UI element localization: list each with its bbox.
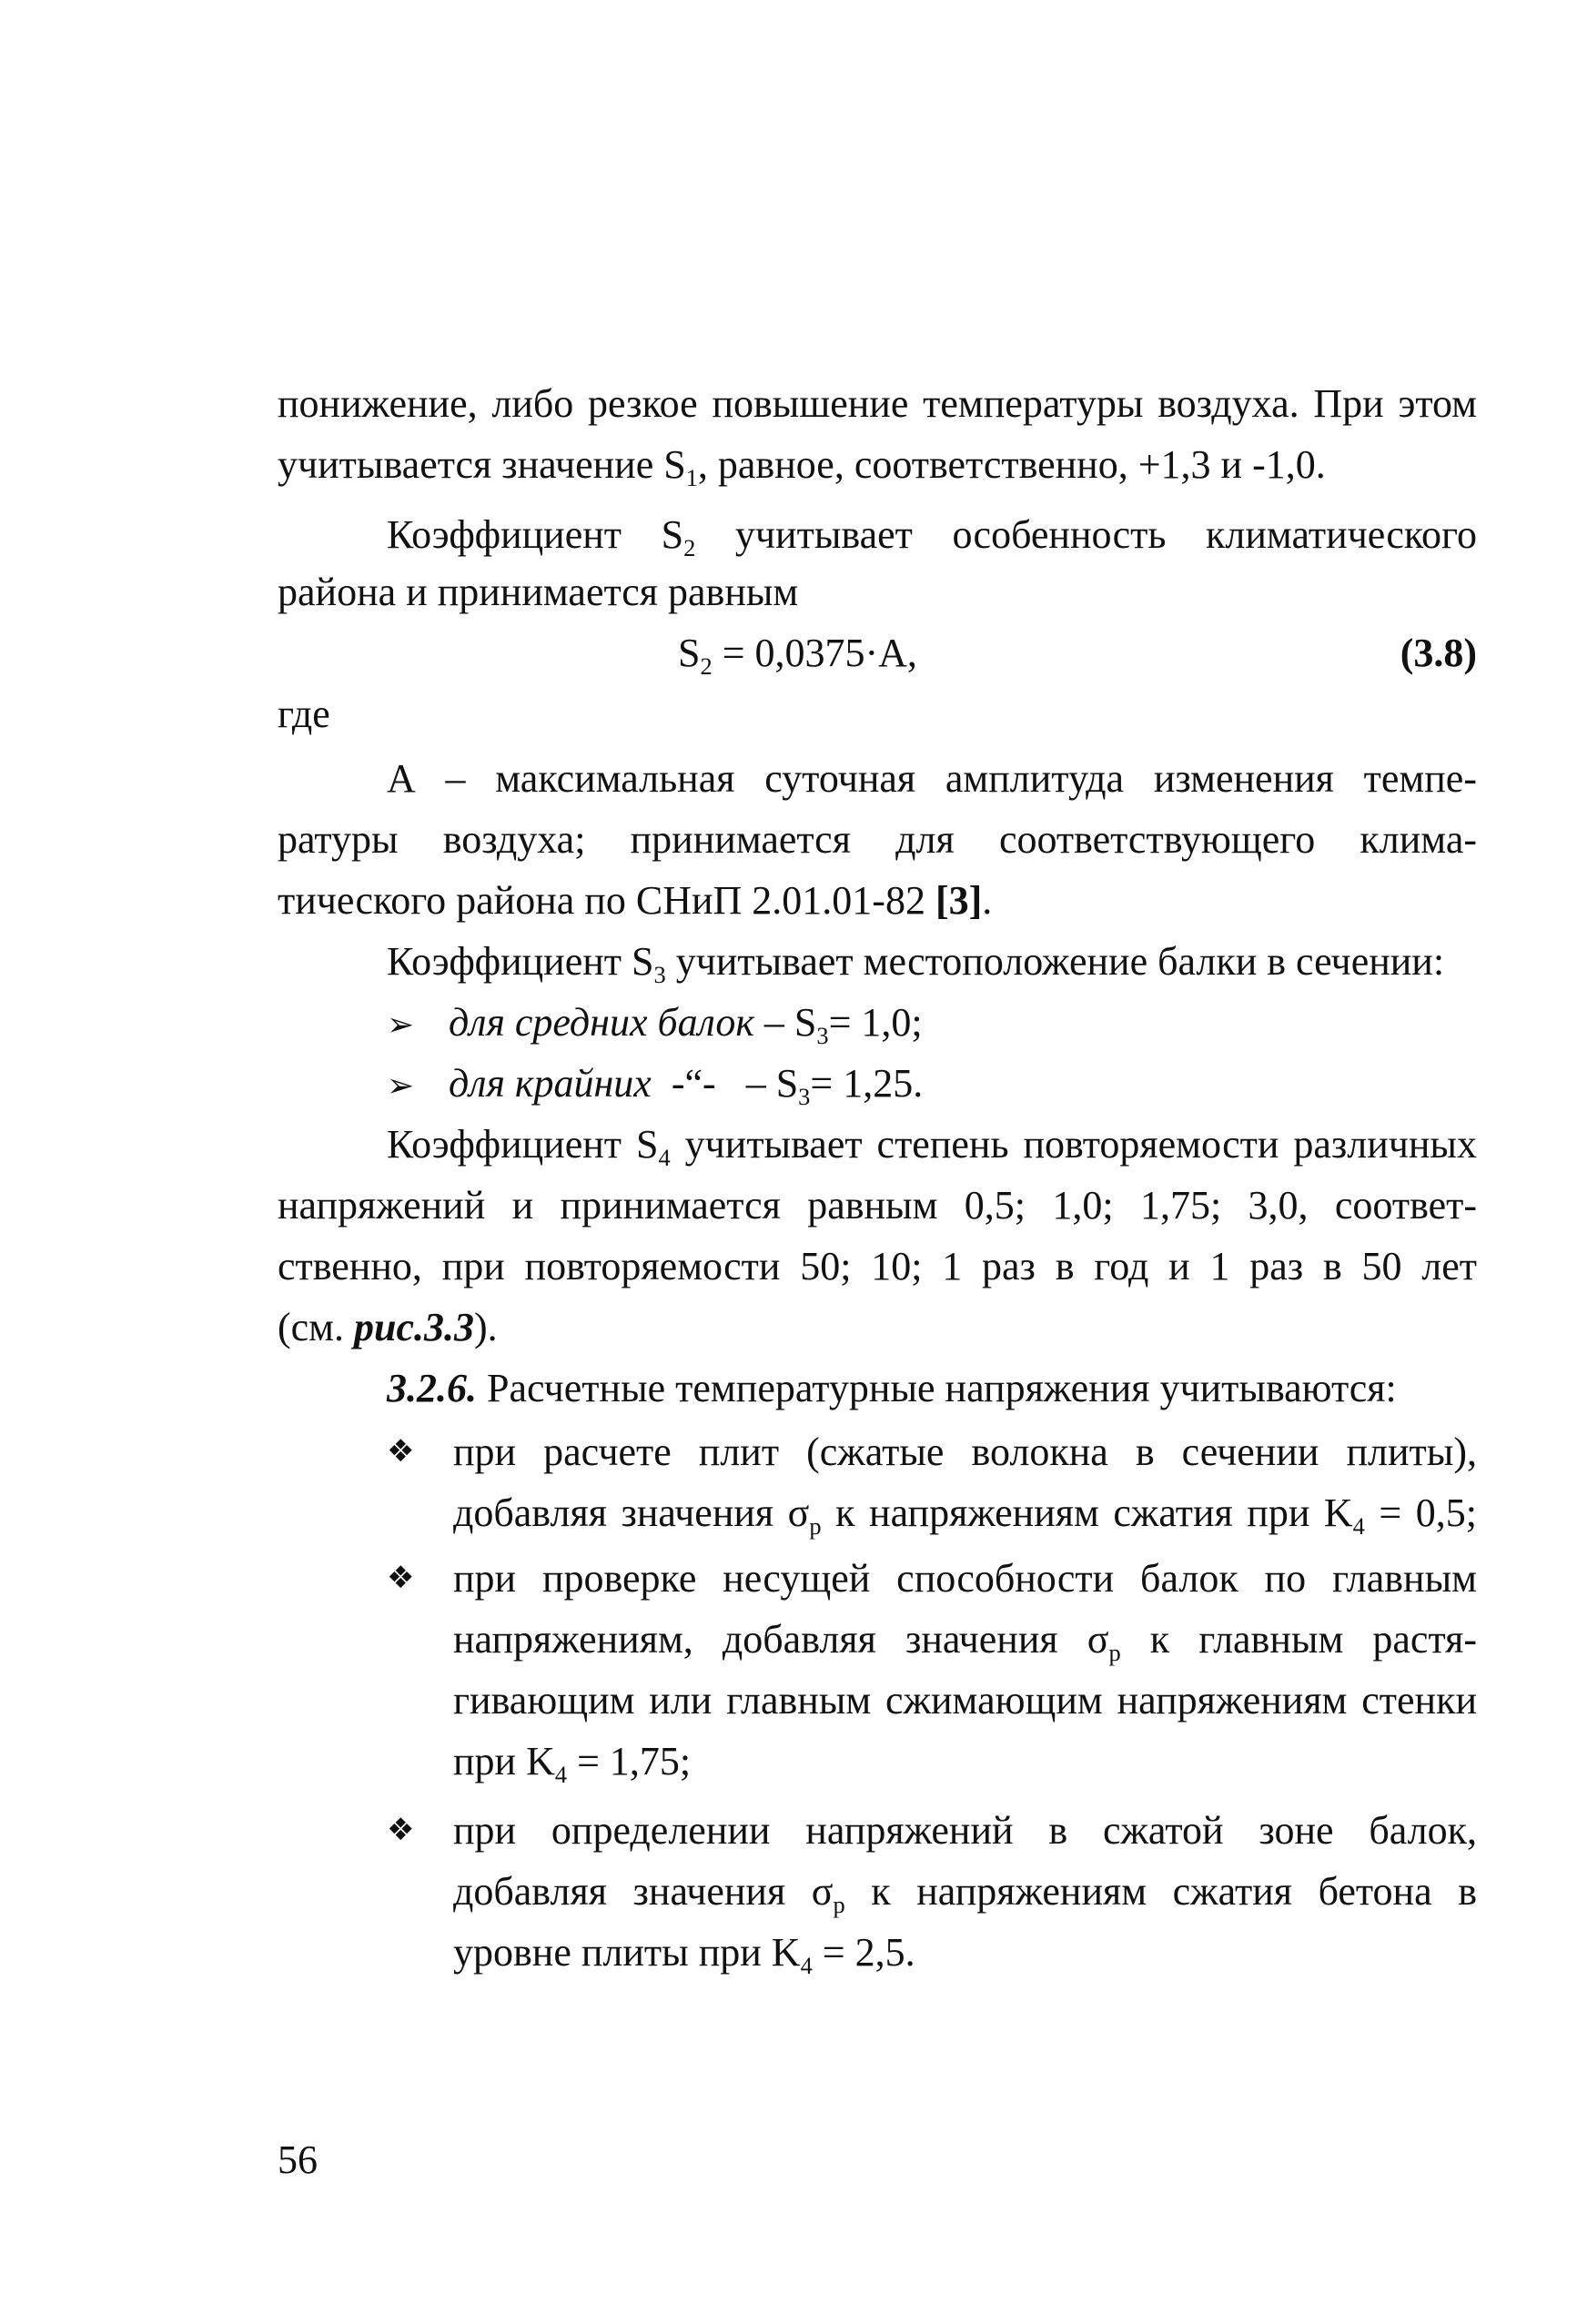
- text-line: напряжений и принимается равным 0,5; 1,0; 1,75; 3,0, соответ-: [278, 1183, 1477, 1228]
- list-item-line: гивающим или главным сжимающим напряжениям стенки: [453, 1678, 1477, 1723]
- list-item-line: при определении напряжений в сжатой зоне балок,: [453, 1808, 1477, 1853]
- diamond-bullet-icon: ❖: [387, 1560, 415, 1596]
- list-item-line: добавляя значения $\sigma_р$ к напряжениям сжатия бетона в: [453, 1869, 1477, 1918]
- text-line: понижение, либо резкое повышение температуры воздуха. При этом: [278, 381, 1477, 426]
- where-label: где: [278, 692, 330, 736]
- citation-ref: [3]: [935, 878, 983, 923]
- text-line: А – максимальная суточная амплитуда изменения темпе-: [387, 756, 1477, 801]
- list-item-line: при $K_4 = 1,75$;: [453, 1739, 692, 1788]
- section-number: 3.2.6.: [387, 1366, 477, 1410]
- diamond-bullet-icon: ❖: [387, 1812, 415, 1848]
- formula-3-8: [278, 622, 1477, 683]
- arrow-bullet-icon: ➢: [387, 1067, 415, 1105]
- section-heading: 3.2.6. Расчетные температурные напряжения учитываются:: [387, 1366, 1397, 1410]
- list-item-line: при расчете плит (сжатые волокна в сечении плиты),: [453, 1430, 1477, 1474]
- formula-expression: $S_2 = 0,0375\cdot A$,: [678, 631, 917, 680]
- text-line: ственно, при повторяемости 50; 10; 1 раз в год и 1 раз в 50 лет: [278, 1244, 1477, 1288]
- text-line: Коэффициент $S_4$ учитывает степень повторяемости различных: [387, 1122, 1477, 1171]
- text-line: Коэффициент $S_2$ учитывает особенность климатического: [387, 512, 1478, 561]
- text-line: района и принимается равным: [278, 570, 799, 614]
- diamond-bullet-icon: ❖: [387, 1433, 415, 1470]
- list-item: ➢ для средних балок – $S_3= 1,0$;: [387, 992, 1477, 1056]
- list-item-line: напряжениям, добавляя значения $\sigma_р$ к главным растя-: [453, 1617, 1477, 1666]
- text-line: Коэффициент $S_3$ учитывает местоположение балки в сечении:: [387, 939, 1445, 988]
- text-line: (см. рис.3.3).: [278, 1305, 498, 1349]
- text-line: ратуры воздуха; принимается для соответствующего клима-: [278, 817, 1477, 862]
- list-item: ➢ для крайних -“- – $S_3= 1,25$.: [387, 1053, 1477, 1117]
- page-number: 56: [278, 2137, 318, 2182]
- figure-ref: рис.3.3: [354, 1305, 475, 1349]
- text-line: учитывается значение $S_1$, равное, соответственно, +1,3 и -1,0.: [278, 442, 1326, 491]
- list-item-line: при проверке несущей способности балок по главным: [453, 1556, 1477, 1601]
- list-item-line: уровне плиты при $K_4 = 2,5$.: [453, 1930, 915, 1979]
- list-item-line: добавляя значения $\sigma_р$ к напряжениям сжатия при $K_4 = 0,5$;: [453, 1490, 1477, 1540]
- equation-number: (3.8): [1400, 631, 1477, 675]
- text-line: тического района по СНиП 2.01.01-82 [3].: [278, 878, 993, 923]
- arrow-bullet-icon: ➢: [387, 1006, 415, 1044]
